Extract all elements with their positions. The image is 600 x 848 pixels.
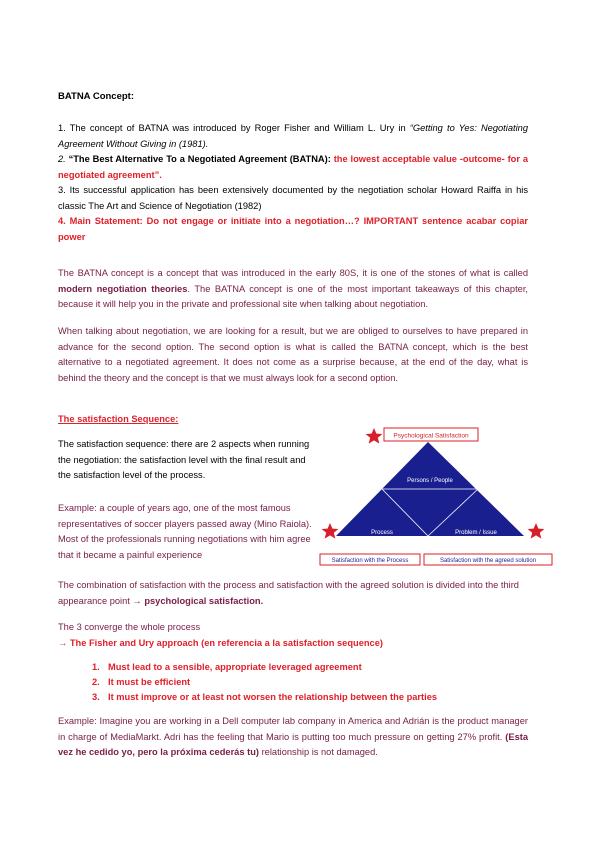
paragraph-example [58, 714, 528, 761]
intro-point-1-text: 1. The concept of BATNA was introduced by Roger Fisher and William L. Ury in [58, 123, 410, 133]
star-icon-right [528, 523, 545, 539]
list-item [92, 675, 562, 690]
list-item-num: 2. [92, 677, 100, 687]
list-item-text: It must improve or at least not worsen the relationship between the parties [108, 692, 438, 702]
para1-text-a: The BATNA concept is a concept that was introduced in the early 80S, it is one of the stones of what is called [58, 268, 528, 278]
intro-point-1 [58, 121, 528, 152]
right-label: Problem / Issue [455, 530, 497, 536]
para3-text: The combination of satisfaction with the process and satisfaction with the agreed solution is divided into the third appearance point → [58, 580, 519, 606]
left-label: Process [371, 530, 393, 536]
satisfaction-description: The satisfaction sequence: there are 2 aspects when running the negotiation: the satisfaction level with the final result and the satisfaction level of the process. [58, 439, 310, 480]
intro-point-2-num: 2. [58, 154, 69, 164]
satisfaction-triangle-diagram [318, 426, 554, 566]
list-item-text: It must be efficient [108, 677, 191, 687]
para3-emphasis: psychological satisfaction. [144, 595, 264, 606]
fisher-ury-line: → The Fisher and Ury approach (en referencia a la satisfaction sequence) [58, 638, 383, 648]
list-item [92, 690, 562, 705]
list-item-text: Must lead to a sensible, appropriate leveraged agreement [108, 662, 362, 672]
list-item-num: 3. [92, 692, 100, 702]
example-text-c: relationship is not damaged. [258, 747, 378, 757]
list-item [92, 660, 562, 675]
book-title: “Getting to Yes: Negotiating Agreement Without Giving in (1981). [58, 123, 528, 149]
intro-point-3: 3. Its successful application has been extensively documented by the negotiation scholar Howard Raiffa in his classic The Art and Science of Negotiation (1982) [58, 185, 528, 211]
batna-definition-value: the lowest acceptable value -outcome- for a negotiated agreement”. [58, 154, 528, 180]
para1-text-c: . The BATNA concept is one of the most important takeaways of this chapter, because it will help you in the private and professional site when talking about negotiation. [58, 283, 528, 309]
batna-definition: “The Best Alternative To a Negotiated Agreement (BATNA): [68, 154, 334, 164]
list-item-num: 1. [92, 662, 100, 672]
paragraph-negotiation: When talking about negotiation, we are looking for a result, but we are obliged to ourselves to have prepared in advance for the second option. The second option is what is called the BATNA concept, which is the best alternative to a negotiated agreement. It does not come as a surprise because, at the end of the day, what is behind the theory and the concept is that we must always look for a second option. [58, 326, 528, 383]
intro-point-4: 4. Main Statement: Do not engage or initiate into a negotiation…? IMPORTANT sentence acabar copiar power [58, 216, 528, 242]
example-text-a: Example: Imagine you are working in a Dell computer lab company in America and Adrián is the product manager in charge of MediaMarkt. Adri has the feeling that Mario is putting too much pressure on getting 27% profit. [58, 716, 528, 742]
star-icon-left [322, 523, 339, 539]
section-heading-satisfaction: The satisfaction Sequence: [58, 414, 179, 424]
approach-list [92, 660, 562, 705]
converge-line: The 3 converge the whole process [58, 622, 201, 632]
center-label: Persons / People [407, 478, 453, 484]
para1-emphasis: modern negotiation theories [58, 283, 188, 294]
example-spanish-quote: (Esta vez he cedido yo, pero la próxima cederás tu) [58, 731, 528, 757]
intro-point-2 [58, 152, 528, 183]
intro-list [58, 121, 528, 245]
bottom-left-label: Satisfaction with the Process [331, 558, 409, 564]
bottom-right-label: Satisfaction with the agreed solution [439, 558, 537, 564]
top-label-text: Psychological Satisfaction [393, 432, 469, 440]
paragraph-batna-concept [58, 266, 528, 313]
satisfaction-example: Example: a couple of years ago, one of the most famous representatives of soccer players passed away (Mino Raiola). Most of the professionals running negotiations with him agree that it became a painful experience [58, 503, 312, 560]
paragraph-combination [58, 578, 528, 609]
page-title: BATNA Concept: [58, 91, 134, 102]
star-icon-top [366, 428, 383, 444]
